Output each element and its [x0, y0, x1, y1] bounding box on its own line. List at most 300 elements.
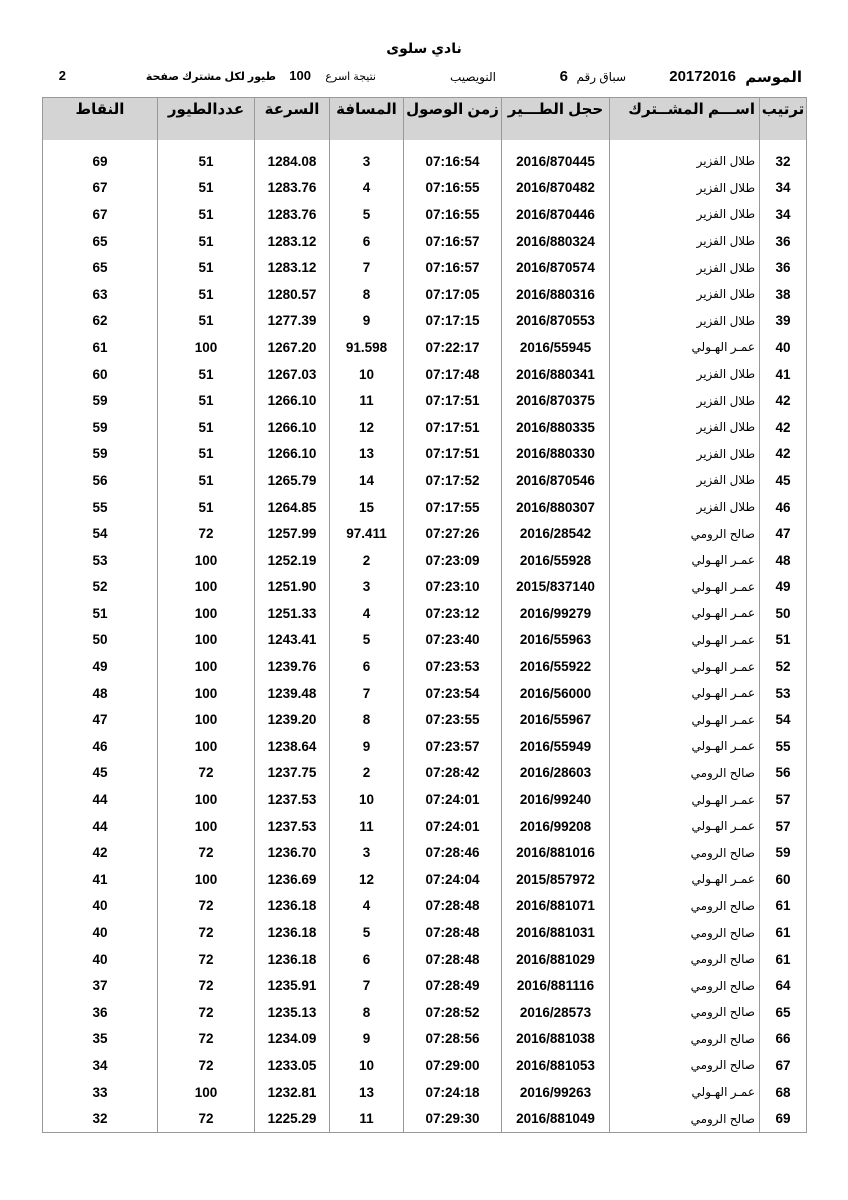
member-cell: طلال الفزير — [610, 414, 760, 441]
table-row — [43, 839, 807, 866]
distance-cell: 10 — [330, 786, 404, 813]
birds-cell: 72 — [158, 839, 255, 866]
speed-cell: 1236.18 — [255, 946, 330, 973]
arrival-cell: 07:17:48 — [404, 361, 502, 388]
distance-cell: 7 — [330, 972, 404, 999]
rank-cell: 61 — [760, 946, 807, 973]
arrival-cell: 07:16:55 — [404, 201, 502, 228]
member-cell: صالح الرومي — [610, 839, 760, 866]
table-body — [43, 140, 807, 1132]
speed-cell: 1283.76 — [255, 201, 330, 228]
birds-cell: 100 — [158, 1079, 255, 1106]
points-cell: 55 — [43, 494, 158, 521]
member-cell: عمـر الهـولي — [610, 1079, 760, 1106]
rank-cell: 59 — [760, 839, 807, 866]
rank-cell: 41 — [760, 361, 807, 388]
ring-cell: 2016/881016 — [502, 839, 610, 866]
member-cell: صالح الرومي — [610, 946, 760, 973]
birds-cell: 51 — [158, 441, 255, 468]
points-cell: 35 — [43, 1026, 158, 1053]
points-cell: 44 — [43, 813, 158, 840]
table-row — [43, 175, 807, 202]
ring-cell: 2016/28573 — [502, 999, 610, 1026]
member-cell: طلال الفزير — [610, 281, 760, 308]
points-cell: 46 — [43, 733, 158, 760]
birds-cell: 72 — [158, 1026, 255, 1053]
table-row — [43, 893, 807, 920]
points-cell: 65 — [43, 228, 158, 255]
table-row — [43, 414, 807, 441]
arrival-cell: 07:27:26 — [404, 520, 502, 547]
member-cell: طلال الفزير — [610, 175, 760, 202]
points-cell: 63 — [43, 281, 158, 308]
speed-cell: 1236.18 — [255, 893, 330, 920]
rank-cell: 69 — [760, 1105, 807, 1132]
rank-cell: 46 — [760, 494, 807, 521]
member-cell: عمـر الهـولي — [610, 547, 760, 574]
arrival-cell: 07:28:49 — [404, 972, 502, 999]
points-cell: 51 — [43, 600, 158, 627]
distance-cell: 6 — [330, 228, 404, 255]
speed-cell: 1283.12 — [255, 228, 330, 255]
distance-cell: 8 — [330, 706, 404, 733]
rank-cell: 52 — [760, 653, 807, 680]
arrival-cell: 07:23:09 — [404, 547, 502, 574]
arrival-cell: 07:28:48 — [404, 946, 502, 973]
member-cell: صالح الرومي — [610, 760, 760, 787]
col-member: اســـم المشــترك — [610, 98, 760, 141]
arrival-cell: 07:17:55 — [404, 494, 502, 521]
per-member-label: طيور لكل مشترك صفحة — [145, 71, 276, 83]
distance-cell: 12 — [330, 414, 404, 441]
birds-cell: 100 — [158, 574, 255, 601]
ring-cell: 2016/99263 — [502, 1079, 610, 1106]
rank-cell: 36 — [760, 254, 807, 281]
member-cell: طلال الفزير — [610, 201, 760, 228]
ring-cell: 2016/28542 — [502, 520, 610, 547]
arrival-cell: 07:23:40 — [404, 627, 502, 654]
ring-cell: 2015/857972 — [502, 866, 610, 893]
birds-cell: 51 — [158, 494, 255, 521]
arrival-cell: 07:17:52 — [404, 467, 502, 494]
birds-cell: 51 — [158, 201, 255, 228]
distance-cell: 4 — [330, 600, 404, 627]
distance-cell: 12 — [330, 866, 404, 893]
speed-cell: 1251.33 — [255, 600, 330, 627]
speed-cell: 1266.10 — [255, 387, 330, 414]
member-cell: صالح الرومي — [610, 893, 760, 920]
speed-cell: 1252.19 — [255, 547, 330, 574]
points-cell: 40 — [43, 893, 158, 920]
points-cell: 59 — [43, 441, 158, 468]
member-cell: عمـر الهـولي — [610, 813, 760, 840]
distance-cell: 4 — [330, 893, 404, 920]
points-cell: 62 — [43, 308, 158, 335]
ring-cell: 2016/881029 — [502, 946, 610, 973]
col-points: النقاط — [43, 98, 158, 141]
arrival-cell: 07:28:48 — [404, 893, 502, 920]
distance-cell: 5 — [330, 627, 404, 654]
ring-cell: 2016/880324 — [502, 228, 610, 255]
speed-cell: 1239.76 — [255, 653, 330, 680]
distance-cell: 6 — [330, 946, 404, 973]
ring-cell: 2016/55963 — [502, 627, 610, 654]
points-cell: 52 — [43, 574, 158, 601]
table-row — [43, 600, 807, 627]
arrival-cell: 07:23:10 — [404, 574, 502, 601]
race-label: سباق رقم — [576, 70, 626, 84]
member-cell: طلال الفزير — [610, 254, 760, 281]
arrival-cell: 07:28:56 — [404, 1026, 502, 1053]
member-cell: طلال الفزير — [610, 361, 760, 388]
speed-cell: 1280.57 — [255, 281, 330, 308]
table-row — [43, 627, 807, 654]
member-cell: طلال الفزير — [610, 308, 760, 335]
member-cell: صالح الرومي — [610, 520, 760, 547]
rank-cell: 50 — [760, 600, 807, 627]
birds-cell: 72 — [158, 999, 255, 1026]
ring-cell: 2016/870482 — [502, 175, 610, 202]
rank-cell: 65 — [760, 999, 807, 1026]
points-cell: 37 — [43, 972, 158, 999]
speed-cell: 1239.48 — [255, 680, 330, 707]
birds-cell: 100 — [158, 334, 255, 361]
speed-cell: 1266.10 — [255, 441, 330, 468]
birds-cell: 100 — [158, 733, 255, 760]
table-row — [43, 1052, 807, 1079]
table-row — [43, 148, 807, 175]
table-row — [43, 308, 807, 335]
rank-cell: 57 — [760, 786, 807, 813]
member-cell: عمـر الهـولي — [610, 706, 760, 733]
ring-cell: 2016/881031 — [502, 919, 610, 946]
arrival-cell: 07:16:54 — [404, 148, 502, 175]
ring-cell: 2016/881116 — [502, 972, 610, 999]
speed-cell: 1266.10 — [255, 414, 330, 441]
season-label: الموسم — [745, 69, 802, 86]
arrival-cell: 07:23:53 — [404, 653, 502, 680]
distance-cell: 9 — [330, 1026, 404, 1053]
speed-cell: 1235.91 — [255, 972, 330, 999]
speed-cell: 1277.39 — [255, 308, 330, 335]
rank-cell: 39 — [760, 308, 807, 335]
speed-cell: 1257.99 — [255, 520, 330, 547]
rank-cell: 49 — [760, 574, 807, 601]
rank-cell: 47 — [760, 520, 807, 547]
rank-cell: 36 — [760, 228, 807, 255]
table-row — [43, 547, 807, 574]
birds-cell: 72 — [158, 1105, 255, 1132]
member-cell: عمـر الهـولي — [610, 600, 760, 627]
ring-cell: 2016/870553 — [502, 308, 610, 335]
ring-cell: 2015/837140 — [502, 574, 610, 601]
birds-cell: 51 — [158, 414, 255, 441]
distance-cell: 3 — [330, 574, 404, 601]
points-cell: 40 — [43, 919, 158, 946]
birds-cell: 100 — [158, 786, 255, 813]
arrival-cell: 07:16:57 — [404, 228, 502, 255]
rank-cell: 51 — [760, 627, 807, 654]
col-speed: السرعة — [255, 98, 330, 141]
rank-cell: 67 — [760, 1052, 807, 1079]
distance-cell: 9 — [330, 733, 404, 760]
ring-cell: 2016/880316 — [502, 281, 610, 308]
points-cell: 59 — [43, 387, 158, 414]
birds-cell: 100 — [158, 653, 255, 680]
ring-cell: 2016/870375 — [502, 387, 610, 414]
race-header — [42, 66, 806, 92]
ring-cell: 2016/880341 — [502, 361, 610, 388]
speed-cell: 1236.18 — [255, 919, 330, 946]
table-row — [43, 387, 807, 414]
member-cell: طلال الفزير — [610, 494, 760, 521]
distance-cell: 3 — [330, 148, 404, 175]
distance-cell: 3 — [330, 839, 404, 866]
member-cell: صالح الرومي — [610, 1105, 760, 1132]
table-row — [43, 653, 807, 680]
speed-cell: 1243.41 — [255, 627, 330, 654]
distance-cell: 5 — [330, 919, 404, 946]
ring-cell: 2016/55945 — [502, 334, 610, 361]
birds-cell: 51 — [158, 254, 255, 281]
ring-cell: 2016/870574 — [502, 254, 610, 281]
birds-cell: 100 — [158, 866, 255, 893]
ring-cell: 2016/880330 — [502, 441, 610, 468]
ring-cell: 2016/99208 — [502, 813, 610, 840]
member-cell: عمـر الهـولي — [610, 627, 760, 654]
member-cell: عمـر الهـولي — [610, 334, 760, 361]
rank-cell: 53 — [760, 680, 807, 707]
rank-cell: 61 — [760, 919, 807, 946]
rank-cell: 45 — [760, 467, 807, 494]
table-row — [43, 813, 807, 840]
speed-cell: 1234.09 — [255, 1026, 330, 1053]
points-cell: 36 — [43, 999, 158, 1026]
table-row — [43, 361, 807, 388]
arrival-cell: 07:17:51 — [404, 441, 502, 468]
points-cell: 45 — [43, 760, 158, 787]
birds-cell: 72 — [158, 520, 255, 547]
result-label: نتيجة اسرع — [325, 71, 376, 83]
arrival-cell: 07:24:18 — [404, 1079, 502, 1106]
rank-cell: 34 — [760, 201, 807, 228]
speed-cell: 1225.29 — [255, 1105, 330, 1132]
member-cell: صالح الرومي — [610, 972, 760, 999]
member-cell: عمـر الهـولي — [610, 786, 760, 813]
table-row — [43, 228, 807, 255]
rank-cell: 42 — [760, 414, 807, 441]
table-row — [43, 441, 807, 468]
table-row — [43, 1026, 807, 1053]
col-rank: ترتيب — [760, 98, 807, 141]
table-row — [43, 467, 807, 494]
distance-cell: 91.598 — [330, 334, 404, 361]
race-location: النويصيب — [450, 70, 496, 84]
table-row — [43, 494, 807, 521]
points-cell: 33 — [43, 1079, 158, 1106]
ring-cell: 2016/99240 — [502, 786, 610, 813]
table-row — [43, 760, 807, 787]
distance-cell: 2 — [330, 760, 404, 787]
member-cell: طلال الفزير — [610, 387, 760, 414]
arrival-cell: 07:28:48 — [404, 919, 502, 946]
points-cell: 67 — [43, 175, 158, 202]
club-name: نادي سلوى — [386, 40, 462, 56]
distance-cell: 9 — [330, 308, 404, 335]
ring-cell: 2016/881038 — [502, 1026, 610, 1053]
ring-cell: 2016/55928 — [502, 547, 610, 574]
table-row — [43, 919, 807, 946]
distance-cell: 7 — [330, 254, 404, 281]
arrival-cell: 07:29:30 — [404, 1105, 502, 1132]
table-row — [43, 680, 807, 707]
birds-cell: 72 — [158, 893, 255, 920]
rank-cell: 55 — [760, 733, 807, 760]
page-number: 2 — [58, 68, 66, 83]
points-cell: 47 — [43, 706, 158, 733]
rank-cell: 32 — [760, 148, 807, 175]
points-cell: 65 — [43, 254, 158, 281]
table-row — [43, 201, 807, 228]
distance-cell: 97.411 — [330, 520, 404, 547]
col-ring: حجل الطـــير — [502, 98, 610, 141]
table-row — [43, 254, 807, 281]
birds-cell: 72 — [158, 972, 255, 999]
speed-cell: 1236.69 — [255, 866, 330, 893]
rank-cell: 54 — [760, 706, 807, 733]
member-cell: عمـر الهـولي — [610, 866, 760, 893]
speed-cell: 1283.76 — [255, 175, 330, 202]
speed-cell: 1236.70 — [255, 839, 330, 866]
birds-cell: 72 — [158, 919, 255, 946]
member-cell: عمـر الهـولي — [610, 733, 760, 760]
points-cell: 59 — [43, 414, 158, 441]
table-row — [43, 972, 807, 999]
arrival-cell: 07:28:42 — [404, 760, 502, 787]
distance-cell: 13 — [330, 441, 404, 468]
rank-cell: 61 — [760, 893, 807, 920]
speed-cell: 1235.13 — [255, 999, 330, 1026]
speed-cell: 1283.12 — [255, 254, 330, 281]
table-row — [43, 1105, 807, 1132]
distance-cell: 8 — [330, 281, 404, 308]
member-cell: صالح الرومي — [610, 919, 760, 946]
speed-cell: 1238.64 — [255, 733, 330, 760]
distance-cell: 4 — [330, 175, 404, 202]
birds-cell: 100 — [158, 627, 255, 654]
ring-cell: 2016/881071 — [502, 893, 610, 920]
table-row — [43, 866, 807, 893]
rank-cell: 68 — [760, 1079, 807, 1106]
ring-cell: 2016/55949 — [502, 733, 610, 760]
birds-cell: 51 — [158, 387, 255, 414]
points-cell: 48 — [43, 680, 158, 707]
points-cell: 44 — [43, 786, 158, 813]
col-arrival: زمن الوصول — [404, 98, 502, 141]
birds-cell: 72 — [158, 946, 255, 973]
distance-cell: 5 — [330, 201, 404, 228]
ring-cell: 2016/881049 — [502, 1105, 610, 1132]
member-cell: طلال الفزير — [610, 467, 760, 494]
rank-cell: 38 — [760, 281, 807, 308]
member-cell: صالح الرومي — [610, 1052, 760, 1079]
points-cell: 49 — [43, 653, 158, 680]
rank-cell: 34 — [760, 175, 807, 202]
arrival-cell: 07:29:00 — [404, 1052, 502, 1079]
ring-cell: 2016/55967 — [502, 706, 610, 733]
table-row — [43, 281, 807, 308]
rank-cell: 57 — [760, 813, 807, 840]
race-number: 6 — [559, 68, 568, 85]
rank-cell: 42 — [760, 387, 807, 414]
arrival-cell: 07:24:01 — [404, 813, 502, 840]
arrival-cell: 07:28:52 — [404, 999, 502, 1026]
arrival-cell: 07:17:51 — [404, 414, 502, 441]
arrival-cell: 07:23:57 — [404, 733, 502, 760]
speed-cell: 1267.20 — [255, 334, 330, 361]
arrival-cell: 07:23:54 — [404, 680, 502, 707]
arrival-cell: 07:16:55 — [404, 175, 502, 202]
ring-cell: 2016/56000 — [502, 680, 610, 707]
arrival-cell: 07:24:04 — [404, 866, 502, 893]
points-cell: 54 — [43, 520, 158, 547]
birds-cell: 100 — [158, 813, 255, 840]
ring-cell: 2016/870446 — [502, 201, 610, 228]
distance-cell: 8 — [330, 999, 404, 1026]
rank-cell: 66 — [760, 1026, 807, 1053]
points-cell: 32 — [43, 1105, 158, 1132]
speed-cell: 1251.90 — [255, 574, 330, 601]
arrival-cell: 07:28:46 — [404, 839, 502, 866]
birds-count: 100 — [289, 68, 311, 83]
speed-cell: 1233.05 — [255, 1052, 330, 1079]
speed-cell: 1284.08 — [255, 148, 330, 175]
arrival-cell: 07:22:17 — [404, 334, 502, 361]
birds-cell: 51 — [158, 308, 255, 335]
points-cell: 67 — [43, 201, 158, 228]
arrival-cell: 07:17:51 — [404, 387, 502, 414]
rank-cell: 40 — [760, 334, 807, 361]
birds-cell: 51 — [158, 467, 255, 494]
arrival-cell: 07:17:15 — [404, 308, 502, 335]
ring-cell: 2016/880335 — [502, 414, 610, 441]
distance-cell: 6 — [330, 653, 404, 680]
table-row — [43, 1079, 807, 1106]
birds-cell: 100 — [158, 600, 255, 627]
season-value: 20172016 — [669, 68, 736, 85]
points-cell: 56 — [43, 467, 158, 494]
member-cell: عمـر الهـولي — [610, 680, 760, 707]
ring-cell: 2016/881053 — [502, 1052, 610, 1079]
birds-cell: 100 — [158, 680, 255, 707]
ring-cell: 2016/870445 — [502, 148, 610, 175]
rank-cell: 48 — [760, 547, 807, 574]
ring-cell: 2016/55922 — [502, 653, 610, 680]
speed-cell: 1265.79 — [255, 467, 330, 494]
member-cell: عمـر الهـولي — [610, 653, 760, 680]
ring-cell: 2016/99279 — [502, 600, 610, 627]
results-table — [42, 97, 807, 1133]
arrival-cell: 07:16:57 — [404, 254, 502, 281]
points-cell: 61 — [43, 334, 158, 361]
rank-cell: 60 — [760, 866, 807, 893]
col-birds: عددالطيور — [158, 98, 255, 141]
arrival-cell: 07:23:12 — [404, 600, 502, 627]
birds-cell: 51 — [158, 361, 255, 388]
member-cell: صالح الرومي — [610, 1026, 760, 1053]
member-cell: طلال الفزير — [610, 148, 760, 175]
ring-cell: 2016/870546 — [502, 467, 610, 494]
